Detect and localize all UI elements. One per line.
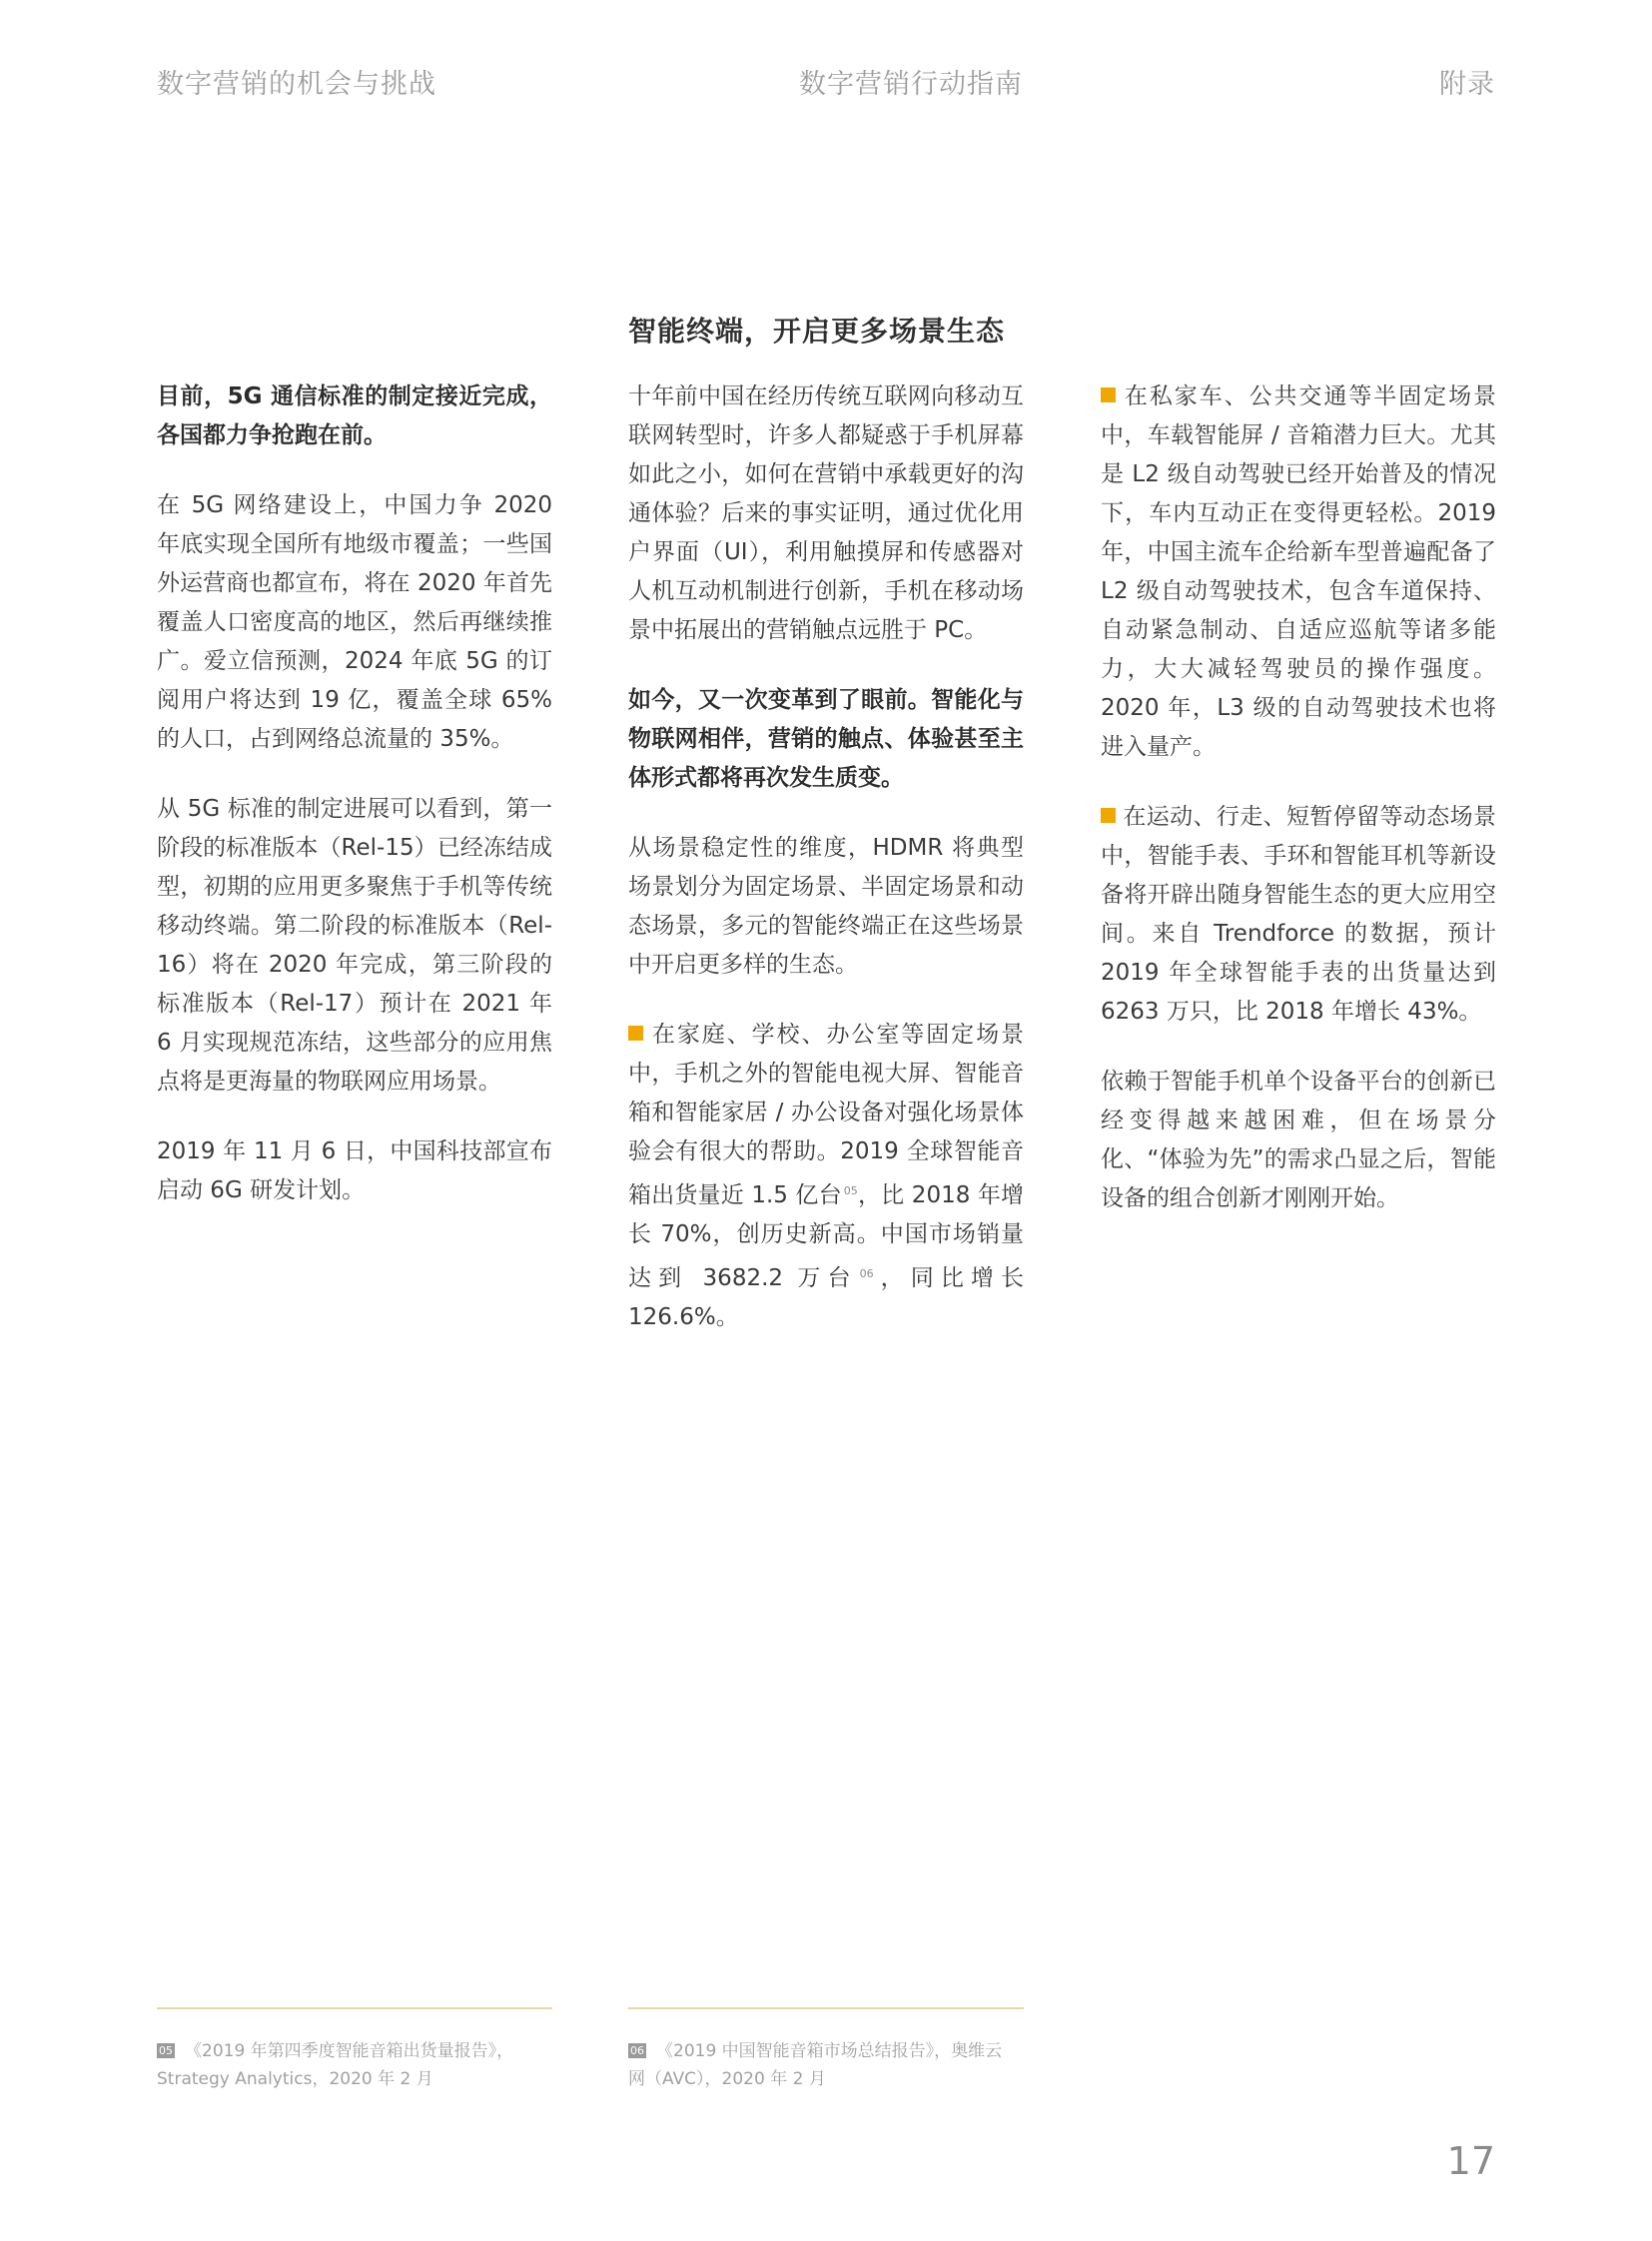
paragraph: 2019 年 11 月 6 日，中国科技部宣布启动 6G 研发计划。 bbox=[157, 1138, 552, 1203]
bullet-paragraph bbox=[628, 1016, 1024, 1337]
footnote-reference[interactable]: 06 bbox=[859, 1267, 874, 1280]
page-number: 17 bbox=[1446, 2139, 1495, 2183]
header-section-center[interactable]: 数字营销行动指南 bbox=[799, 69, 1023, 100]
paragraph-text: ，同比增长 126.6%。 bbox=[628, 1265, 1024, 1330]
footnote-text: 《2019 中国智能音箱市场总结报告》，奥维云网（AVC），2020 年 2 月 bbox=[628, 2041, 1003, 2089]
column-left bbox=[157, 377, 552, 1241]
footnote-divider bbox=[628, 2007, 1024, 2009]
paragraph: 从 5G 标准的制定进展可以看到，第一阶段的标准版本（Rel-15）已经冻结成型，初期的应用更多聚焦于手机等传统移动终端。第二阶段的标准版本（Rel-16）将在 2020 年完成，第三阶段的标准版本（Rel-17）预计在 2021 年 6 月实现规范冻结，这些部分的应用焦点将是更海量的物联网应用场景。 bbox=[157, 796, 552, 1095]
paragraph: 从场景稳定性的维度，HDMR 将典型场景划分为固定场景、半固定场景和动态场景，多元的智能终端正在这些场景中开启更多样的生态。 bbox=[628, 835, 1024, 978]
paragraph-text: ，比 2018 年增长 70%，创历史新高。中国市场销量达到 3682.2 万台 bbox=[628, 1182, 1025, 1291]
footnote-divider bbox=[157, 2007, 552, 2009]
column-right bbox=[1101, 377, 1496, 1249]
bullet-paragraph bbox=[1101, 377, 1496, 767]
paragraph-text: 在私家车、公共交通等半固定场景中，车载智能屏 / 音箱潜力巨大。尤其是 L2 级自动驾驶已经开始普及的情况下，车内互动正在变得更轻松。2019 年，中国主流车企给新车型普遍配备了 L2 级自动驾驶技术，包含车道保持、自动紧急制动、自适应巡航等诸多能力，大大减轻驾驶员的操作强度。2020 年，L3 级的自动驾驶技术也将进入量产。 bbox=[1101, 383, 1496, 760]
lead-paragraph: 目前，5G 通信标准的制定接近完成，各国都力争抢跑在前。 bbox=[157, 383, 552, 448]
paragraph: 十年前中国在经历传统互联网向移动互联网转型时，许多人都疑惑于手机屏幕如此之小，如何在营销中承载更好的沟通体验？后来的事实证明，通过优化用户界面（UI），利用触摸屏和传感器对人机互动机制进行创新，手机在移动场景中拓展出的营销触点远胜于 PC。 bbox=[628, 383, 1024, 643]
section-title: 智能终端，开启更多场景生态 bbox=[628, 315, 1006, 348]
highlight-paragraph: 如今，又一次变革到了眼前。智能化与物联网相伴，营销的触点、体验甚至主体形式都将再次发生质变。 bbox=[628, 687, 1024, 791]
bullet-square-icon bbox=[628, 1026, 643, 1041]
paragraph: 依赖于智能手机单个设备平台的创新已经变得越来越困难，但在场景分化、“体验为先”的需求凸显之后，智能设备的组合创新才刚刚开始。 bbox=[1101, 1069, 1496, 1211]
column-middle bbox=[628, 377, 1024, 1368]
footnote bbox=[157, 2037, 536, 2093]
footnote-number: 05 bbox=[159, 2044, 173, 2057]
footnote-reference[interactable]: 05 bbox=[843, 1184, 858, 1197]
footnote-number: 06 bbox=[630, 2044, 644, 2057]
header-section-left[interactable]: 数字营销的机会与挑战 bbox=[157, 69, 436, 100]
bullet-square-icon bbox=[1101, 387, 1116, 402]
bullet-paragraph bbox=[1101, 798, 1496, 1032]
footnote-text: 《2019 年第四季度智能音箱出货量报告》，Strategy Analytics，2020 年 2 月 bbox=[157, 2041, 514, 2089]
paragraph-text: 在家庭、学校、办公室等固定场景中，手机之外的智能电视大屏、智能音箱和智能家居 / 办公设备对强化场景体验会有很大的帮助。2019 全球智能音箱出货量近 1.5 亿台 bbox=[628, 1022, 1024, 1208]
paragraph-text: 在运动、行走、短暂停留等动态场景中，智能手表、手环和智能耳机等新设备将开辟出随身智能生态的更大应用空间。来自 Trendforce 的数据，预计 2019 年全球智能手表的出货量达到 6263 万只，比 2018 年增长 43%。 bbox=[1101, 804, 1496, 1025]
header-section-right[interactable]: 附录 bbox=[1439, 69, 1495, 100]
paragraph: 在 5G 网络建设上，中国力争 2020 年底实现全国所有地级市覆盖；一些国外运营商也都宣布，将在 2020 年首先覆盖人口密度高的地区，然后再继续推广。爱立信预测，2024 年底 5G 的订阅用户将达到 19 亿，覆盖全球 65% 的人口，占到网络总流量的 35%。 bbox=[157, 492, 552, 752]
bullet-square-icon bbox=[1101, 808, 1116, 823]
footnote bbox=[628, 2037, 1008, 2093]
